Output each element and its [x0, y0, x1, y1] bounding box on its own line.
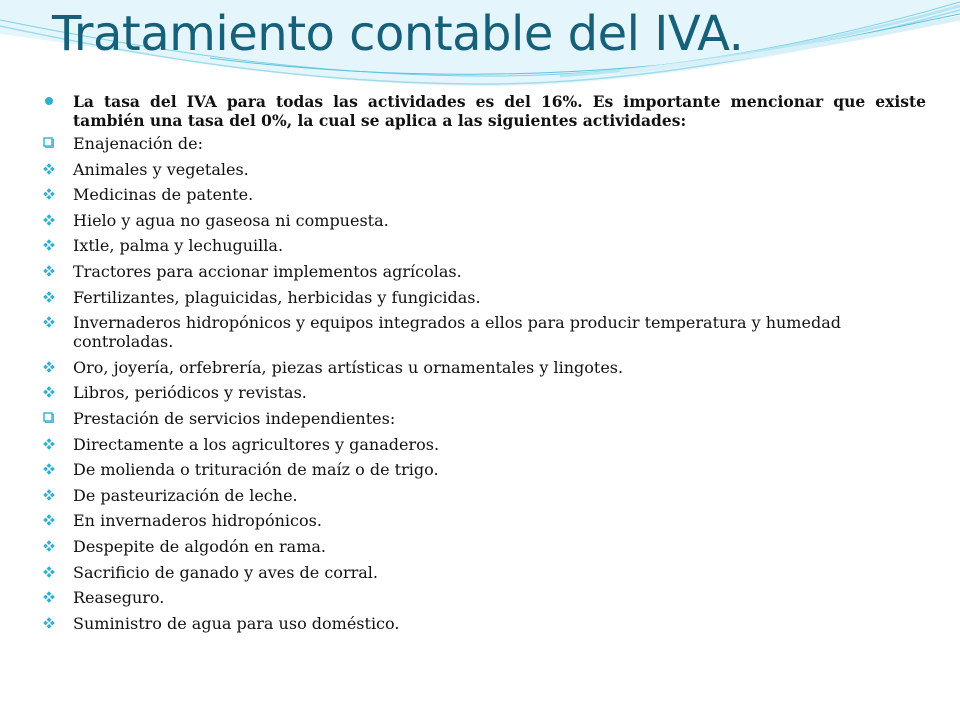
four-diamond-bullet-icon	[42, 588, 73, 607]
list-item	[42, 262, 926, 281]
list-item	[42, 288, 926, 307]
hollow-square-bullet-icon	[42, 134, 73, 153]
four-diamond-bullet-icon	[42, 288, 73, 307]
four-diamond-bullet-icon	[42, 460, 73, 479]
four-diamond-bullet-icon	[42, 160, 73, 179]
four-diamond-bullet-icon	[42, 211, 73, 230]
list-item	[42, 460, 926, 479]
list-item-text: Despepite de algodón en rama.	[73, 536, 326, 556]
list-item-text: Reaseguro.	[73, 588, 165, 608]
four-diamond-bullet-icon	[42, 435, 73, 454]
list-item	[42, 435, 926, 454]
list-item-text: Invernaderos hidropónicos y equipos integrados a ellos para producir temperatura y humedad controladas.	[73, 313, 841, 352]
four-diamond-bullet-icon	[42, 537, 73, 556]
list-item	[42, 511, 926, 530]
list-item	[42, 383, 926, 402]
list-item	[42, 588, 926, 607]
slide-title: Tratamiento contable del IVA.	[52, 6, 744, 62]
round-dot-bullet-icon	[42, 92, 73, 111]
list-item-text: Oro, joyería, orfebrería, piezas artísticas u ornamentales y lingotes.	[73, 357, 624, 377]
list-item-text: Animales y vegetales.	[73, 159, 249, 179]
list-item	[42, 211, 926, 230]
list-item	[42, 614, 926, 633]
list-item-text: Ixtle, palma y lechuguilla.	[73, 236, 284, 256]
four-diamond-bullet-icon	[42, 262, 73, 281]
list-item	[42, 160, 926, 179]
list-item	[42, 236, 926, 255]
list-item-text: Fertilizantes, plaguicidas, herbicidas y fungicidas.	[73, 287, 481, 307]
four-diamond-bullet-icon	[42, 383, 73, 402]
four-diamond-bullet-icon	[42, 614, 73, 633]
list-item	[42, 185, 926, 204]
four-diamond-bullet-icon	[42, 511, 73, 530]
list-item	[42, 563, 926, 582]
list-item-text: Sacrificio de ganado y aves de corral.	[73, 562, 378, 582]
section-heading	[42, 409, 926, 428]
list-item-text: Tractores para accionar implementos agrícolas.	[73, 261, 462, 281]
section-heading	[42, 134, 926, 153]
list-item-text: Medicinas de patente.	[73, 185, 254, 205]
list-item-text: Libros, periódicos y revistas.	[73, 383, 307, 403]
list-item-text: De pasteurización de leche.	[73, 485, 298, 505]
list-item-text: De molienda o trituración de maíz o de trigo.	[73, 460, 439, 480]
four-diamond-bullet-icon	[42, 236, 73, 255]
section-heading-text: Enajenación de:	[73, 134, 203, 153]
list-item	[42, 313, 926, 351]
four-diamond-bullet-icon	[42, 358, 73, 377]
list-item	[42, 537, 926, 556]
hollow-square-bullet-icon	[42, 409, 73, 428]
list-item	[42, 486, 926, 505]
list-item-text: Suministro de agua para uso doméstico.	[73, 613, 400, 633]
intro-paragraph	[42, 92, 926, 130]
bullet-list	[42, 92, 926, 639]
list-item	[42, 358, 926, 377]
four-diamond-bullet-icon	[42, 486, 73, 505]
four-diamond-bullet-icon	[42, 185, 73, 204]
list-item-text: Directamente a los agricultores y ganaderos.	[73, 434, 440, 454]
four-diamond-bullet-icon	[42, 313, 73, 332]
section-heading-text: Prestación de servicios independientes:	[73, 408, 396, 428]
list-item-text: En invernaderos hidropónicos.	[73, 511, 322, 531]
four-diamond-bullet-icon	[42, 563, 73, 582]
intro-text: La tasa del IVA para todas las actividades es del 16%. Es importante mencionar que existe también una tasa del 0%, la cual se aplica a las siguientes actividades:	[73, 92, 926, 130]
list-item-text: Hielo y agua no gaseosa ni compuesta.	[73, 210, 389, 230]
